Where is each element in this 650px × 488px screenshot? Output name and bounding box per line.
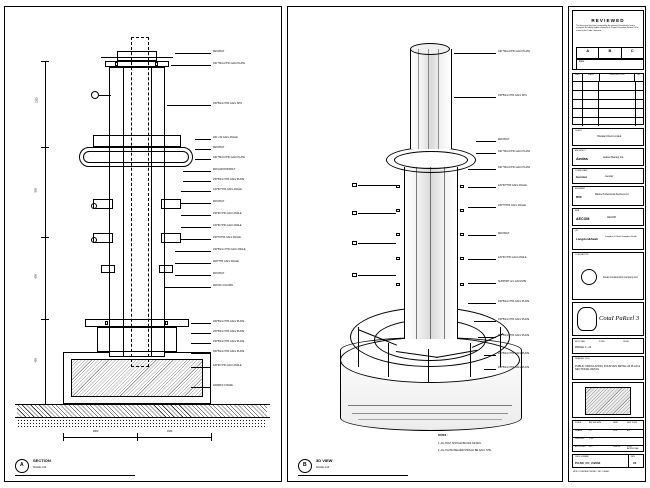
callout-label: 120*90*THK GALV ANGLE — [213, 188, 242, 191]
tube-edge — [428, 49, 429, 149]
leader-line — [468, 235, 496, 236]
bolt-icon — [460, 209, 464, 212]
drawing-no: P3-SD_FC_24/002 — [575, 461, 601, 465]
leader-line — [175, 263, 211, 264]
dim-tick — [41, 147, 49, 148]
callout-label: 150*50mmTHK GALV PLATE — [213, 340, 245, 343]
revision-label: REV — [631, 456, 635, 458]
party-row-consultant — [572, 168, 644, 184]
view-title: 3D VIEW — [316, 458, 333, 463]
party-row-me — [572, 208, 644, 226]
leader-line — [167, 105, 211, 106]
callout-label: M20 BOLT — [213, 272, 225, 275]
section-title: SECTION — [33, 458, 51, 463]
keyplan-parcel: PARCEL 3 - 24 — [575, 346, 592, 349]
title-block-footer: MPS / FOUNTAIN / DETAIL / SEC / SHEET — [573, 471, 610, 473]
project-emblem-icon — [577, 307, 597, 331]
keyplan-level: LEVEL — [623, 341, 630, 343]
leader-line — [358, 185, 396, 186]
rev-col-rev: REV — [573, 74, 583, 81]
party-role: CLIENT — [575, 130, 582, 132]
dim-chain-vertical — [45, 61, 46, 405]
revision-header-row — [573, 74, 643, 82]
bolt-icon — [396, 283, 400, 286]
rev-col-date: DATE — [583, 74, 600, 81]
tube-edge — [418, 49, 419, 149]
field-value: A1 — [627, 430, 630, 432]
panel-title-block — [568, 6, 646, 482]
callout-label: 340 *50mmTHK GALV PLATE — [213, 62, 245, 65]
callout-label: 120*90 THK GALV ANGLE — [213, 224, 242, 227]
callout-label: 150*50mm THK GALV ANGLE — [213, 248, 246, 251]
engineer-logo: mc — [576, 194, 582, 199]
rev-row-line — [573, 99, 643, 100]
field-value: S.T. — [589, 430, 593, 432]
leader-line — [484, 355, 496, 356]
bolt-icon — [460, 233, 464, 236]
leader-line — [165, 287, 211, 288]
note-line: 2. ALL PLATE WELDED SHOULD BE GALV. SHS. — [438, 449, 492, 452]
party-name: Foster Construction Company Ltd. — [603, 277, 638, 279]
base-band — [358, 419, 502, 420]
leader-line — [468, 283, 496, 284]
drawing-number-block — [572, 454, 644, 468]
party-role: QS — [575, 230, 578, 232]
callout-label: 150*90 THK GALV ANGLE — [213, 212, 242, 215]
dim-value: 900 — [34, 188, 38, 193]
field-value: FOR APPROVAL — [627, 446, 639, 451]
leader-line — [181, 215, 211, 216]
field-value: M.C. — [589, 446, 594, 448]
callout-label: 200 x 90 GALV ANGLE — [213, 136, 238, 139]
revision-value: 01 — [633, 461, 637, 465]
frame-leg — [470, 343, 471, 377]
field-label: APPROVED — [575, 446, 586, 448]
bolt-icon — [396, 257, 400, 260]
rev-divider — [598, 81, 599, 126]
rev-divider — [582, 81, 583, 126]
ground-line-2 — [15, 417, 270, 418]
base-flange — [85, 319, 189, 327]
column-line-a — [123, 67, 124, 357]
shaft-edge — [416, 167, 417, 339]
callout-label: 200*50mmTHK GALV PLATE — [498, 352, 530, 355]
leader-line — [191, 323, 211, 324]
title-underline — [15, 475, 135, 476]
bracket-right-1 — [161, 199, 181, 209]
bolt-icon — [115, 62, 118, 66]
leader-line — [358, 275, 396, 276]
callout-label: SUPPORT arm GALVSHS — [498, 280, 527, 283]
dim-tick — [41, 237, 49, 238]
leader-line — [175, 53, 211, 54]
rev-divider — [635, 81, 636, 126]
party-role: M&E — [575, 210, 580, 212]
detail-bubble — [91, 91, 99, 99]
leader-line — [468, 169, 496, 170]
callout-label: M20 BOLT — [213, 200, 225, 203]
callout-label: 200*50mmTHK GALV PLATE — [213, 320, 245, 323]
party-name: Marine Professional Services Ltd. — [595, 194, 630, 196]
drawing-title-block — [572, 356, 644, 380]
callout-label: M20 BOLT — [213, 146, 225, 149]
field-label: CHECKED — [575, 438, 585, 440]
rev-col-desc: DESCRIPTION — [600, 74, 635, 81]
panel-section — [4, 6, 282, 482]
keyplan-label: KEY PLAN — [575, 341, 585, 343]
dim-value: 600 — [34, 274, 38, 279]
leader-line — [195, 149, 211, 150]
bracket-left-3 — [101, 265, 115, 273]
callout-label: 150*50mmTHK GALV PLATE — [213, 178, 245, 181]
field-label: STATUS — [613, 446, 621, 448]
callout-label: 350*50mmTHK GALV PLATE — [498, 334, 530, 337]
bolt-icon — [352, 273, 357, 277]
soil-dots — [17, 419, 267, 429]
callout-label: 120*90 THK GALV ANGLE — [498, 256, 527, 259]
keyplan-zone: ZONE — [599, 341, 605, 343]
callout-label: M20 ANCHOR BOLT — [213, 168, 236, 171]
leader-line — [195, 139, 211, 140]
collar-plate — [93, 135, 181, 147]
section-tag-letter: A — [20, 462, 24, 468]
column-centerline-box — [131, 37, 149, 367]
keyplan-row — [572, 338, 644, 354]
callout-label: M20 BOLT — [498, 232, 510, 235]
detail-bubble — [91, 203, 97, 209]
notes-title: NOTES : — [438, 434, 448, 437]
drawing-title-label: DRAWING TITLE — [575, 358, 590, 360]
callout-label: 150*50mmTHK GALV PLATE — [498, 318, 530, 321]
rev-row-line — [573, 90, 643, 91]
dim-value: 1200 — [35, 97, 39, 104]
callout-label: 340 *50mmTHK GALV PLATE — [498, 150, 530, 153]
revision-table — [572, 73, 644, 125]
keyplan-thumbnail — [572, 382, 644, 418]
dim-tick — [41, 404, 49, 405]
field-value: SEP 2009 — [627, 422, 637, 424]
callout-label: 340 *50mmTHK GALV PLATE — [498, 166, 530, 169]
bracket-right-3 — [159, 265, 173, 273]
leader-line — [484, 369, 496, 370]
dim-value: 2800 — [93, 430, 99, 433]
field-label: DRAWN — [575, 430, 583, 432]
callout-label: 150*50mmTHK GALV PLATE — [498, 366, 530, 369]
architect-logo: Aedas — [576, 156, 589, 161]
column-line-b — [151, 67, 152, 357]
detail-bubble — [91, 237, 97, 243]
party-row-contractor — [572, 252, 644, 300]
keyplan-hatch — [586, 388, 630, 414]
callout-label: 150*75THK GALV ANGLE — [213, 236, 241, 239]
shaft-3d — [404, 167, 458, 339]
party-name: Gensler — [605, 175, 614, 178]
callout-label: 340 *50mmTHK GALV PLATE — [498, 50, 530, 53]
dim-value: 1650 — [167, 430, 173, 433]
rev-row-line — [573, 117, 643, 118]
section-scale: SCALE 1:20 — [33, 466, 47, 469]
dim-value: 450 — [34, 358, 38, 363]
leader-line — [181, 203, 211, 204]
stamp-date-row — [576, 59, 644, 70]
leader-line — [181, 227, 211, 228]
leader-line — [183, 181, 211, 182]
leader-line — [181, 239, 211, 240]
bolt-icon — [396, 233, 400, 236]
leader-line — [358, 243, 396, 244]
leader-line — [468, 259, 496, 260]
field-label: DATE — [613, 422, 618, 424]
shaft-collar-inner — [394, 151, 468, 169]
base-band — [352, 413, 508, 414]
callout-label: 150*50mmTHK GALV SHS — [213, 102, 242, 105]
leader-line — [468, 187, 496, 188]
note-line: 1. ALL BOLT SHOULD BE M20 OR M24. — [438, 442, 482, 445]
callout-label: 150*50mmTHK GALV PLATE — [498, 300, 530, 303]
callout-label: 120*90*THK GALV ANGLE — [498, 184, 527, 187]
field-label: SIZE — [613, 430, 618, 432]
leader-line — [171, 65, 211, 66]
field-value: AS SHOWN — [589, 422, 601, 424]
leader-line — [195, 159, 211, 160]
stamp-col-a: A — [577, 48, 599, 58]
callout-label: 150*75THK GALV ANGLE — [498, 204, 526, 207]
stamp-columns — [576, 47, 644, 59]
party-name: Langdon & Seah Langdon South — [605, 236, 637, 238]
leader-line — [191, 353, 211, 354]
rev-col-by: BY — [637, 74, 641, 76]
project-name-block — [572, 302, 644, 336]
mid-collar-inner — [83, 151, 189, 163]
leader-line — [191, 367, 211, 368]
base-band — [348, 405, 512, 406]
party-row-engineer — [572, 186, 644, 206]
shaft-edge — [444, 167, 445, 339]
party-row-qs — [572, 228, 644, 250]
party-role: CONTRACTOR — [575, 254, 589, 256]
bolt-icon — [460, 257, 464, 260]
dim-tick — [137, 433, 138, 441]
bolt-icon — [352, 183, 357, 187]
party-name: Aedas (Macau) Ltd. — [603, 156, 624, 159]
party-name: Hovatan Direct Limited — [597, 135, 622, 138]
revision-cell — [628, 455, 643, 467]
leader-line — [99, 95, 111, 96]
callout-label: 340 *50mmTHK GALV PLATE — [213, 156, 245, 159]
bracket-right-2 — [161, 233, 181, 243]
project-name: CotaI PaRcel 3 — [599, 315, 640, 322]
leader-line — [478, 337, 496, 338]
leader-line — [181, 191, 211, 192]
dim-tick — [211, 433, 212, 441]
dim-tick — [41, 61, 49, 62]
leader-line — [191, 387, 211, 388]
callout-label: 120*90 THK GALV ANGLE — [213, 364, 242, 367]
bolt-icon — [155, 62, 158, 66]
party-row-architect — [572, 148, 644, 166]
stamp-text: This document has been reviewed by the relevant Consultant(s) and is accepted. No liability and/or referred to in Project Procedure Section 5.4 for action by the Trade Contractor. — [576, 25, 639, 32]
drawing-no-label: DWG. NUMBER — [575, 456, 589, 458]
ground-line — [15, 404, 270, 405]
frame-leg — [388, 343, 389, 377]
party-role: ARCHITECT — [575, 150, 586, 152]
consultant-logo: Gensler — [576, 175, 588, 179]
leader-line — [191, 333, 211, 334]
leader-line — [474, 321, 496, 322]
callout-label: 200*50mmTHK GALV PLATE — [213, 330, 245, 333]
shaft-edge — [430, 167, 431, 339]
leader-line — [468, 207, 496, 208]
leader-line — [468, 303, 496, 304]
panel-3d-view — [287, 6, 563, 482]
dim-tick — [41, 319, 49, 320]
leader-line — [175, 275, 211, 276]
party-role: CONSULTANT — [575, 170, 588, 172]
leader-line — [454, 53, 496, 54]
callout-label: M20 BOLT — [498, 138, 510, 141]
leader-line — [476, 153, 496, 154]
bolt-icon — [396, 209, 400, 212]
bolt-icon — [352, 211, 357, 215]
field-row-4 — [573, 445, 643, 453]
bolt-icon — [165, 321, 168, 325]
view-scale: SCALE 1:20 — [316, 466, 330, 469]
upper-tube-cap — [410, 43, 450, 55]
callout-label: M24 BOLT — [213, 50, 225, 53]
stamp-date-label: Date : — [579, 60, 586, 63]
leader-line — [454, 97, 496, 98]
frame-leg — [358, 327, 359, 367]
top-dim-line — [101, 57, 173, 58]
top-shs — [117, 51, 157, 61]
bolt-icon — [396, 185, 400, 188]
callout-label: M20 RC COLUMN — [213, 284, 233, 287]
bolt-icon — [460, 185, 464, 188]
rev-row-line — [573, 108, 643, 109]
bolt-icon — [352, 241, 357, 245]
callout-label: 350*50mmTHK GALV PLATE — [213, 350, 245, 353]
contractor-logo-icon — [581, 269, 597, 285]
party-name: AECOM — [607, 216, 616, 219]
party-row-client — [572, 128, 644, 146]
view-tag-letter: B — [303, 462, 307, 468]
qs-logo: Langdon&Seah — [576, 237, 599, 241]
review-stamp — [572, 10, 644, 70]
dim-tick — [63, 433, 64, 441]
party-role: ENGINEER — [575, 188, 585, 190]
bolt-icon — [460, 283, 464, 286]
tube-edge — [438, 49, 439, 149]
callout-label: 400MM R.C BASE — [213, 384, 233, 387]
leader-line — [358, 213, 396, 214]
title-underline — [298, 475, 408, 476]
fields-grid — [572, 420, 644, 452]
bolt-icon — [105, 321, 108, 325]
leader-line — [175, 251, 211, 252]
callout-label: 150*50mmTHK GALV SHS — [498, 94, 527, 97]
me-logo: AECOM — [576, 217, 590, 221]
field-value: K.W. — [589, 438, 594, 440]
drawing-title: PUBLIC CIRCULATION, FOUNTAIN DETAIL 24 PLAN & SECTIONAL DETAIL — [575, 365, 641, 372]
leader-line — [476, 141, 496, 142]
callout-label: M20*THK GALV ANGLE — [213, 260, 239, 263]
frame-leg — [428, 349, 429, 383]
base-pedestal — [97, 327, 177, 352]
leader-line — [191, 343, 211, 344]
stamp-heading: REVIEWED — [591, 18, 625, 23]
ground-hatch — [17, 405, 267, 417]
upper-tube — [410, 49, 452, 149]
stamp-col-c: C — [630, 48, 634, 53]
field-label: SCALE — [575, 422, 582, 424]
stamp-col-b: B — [599, 48, 621, 58]
leader-line — [183, 171, 211, 172]
